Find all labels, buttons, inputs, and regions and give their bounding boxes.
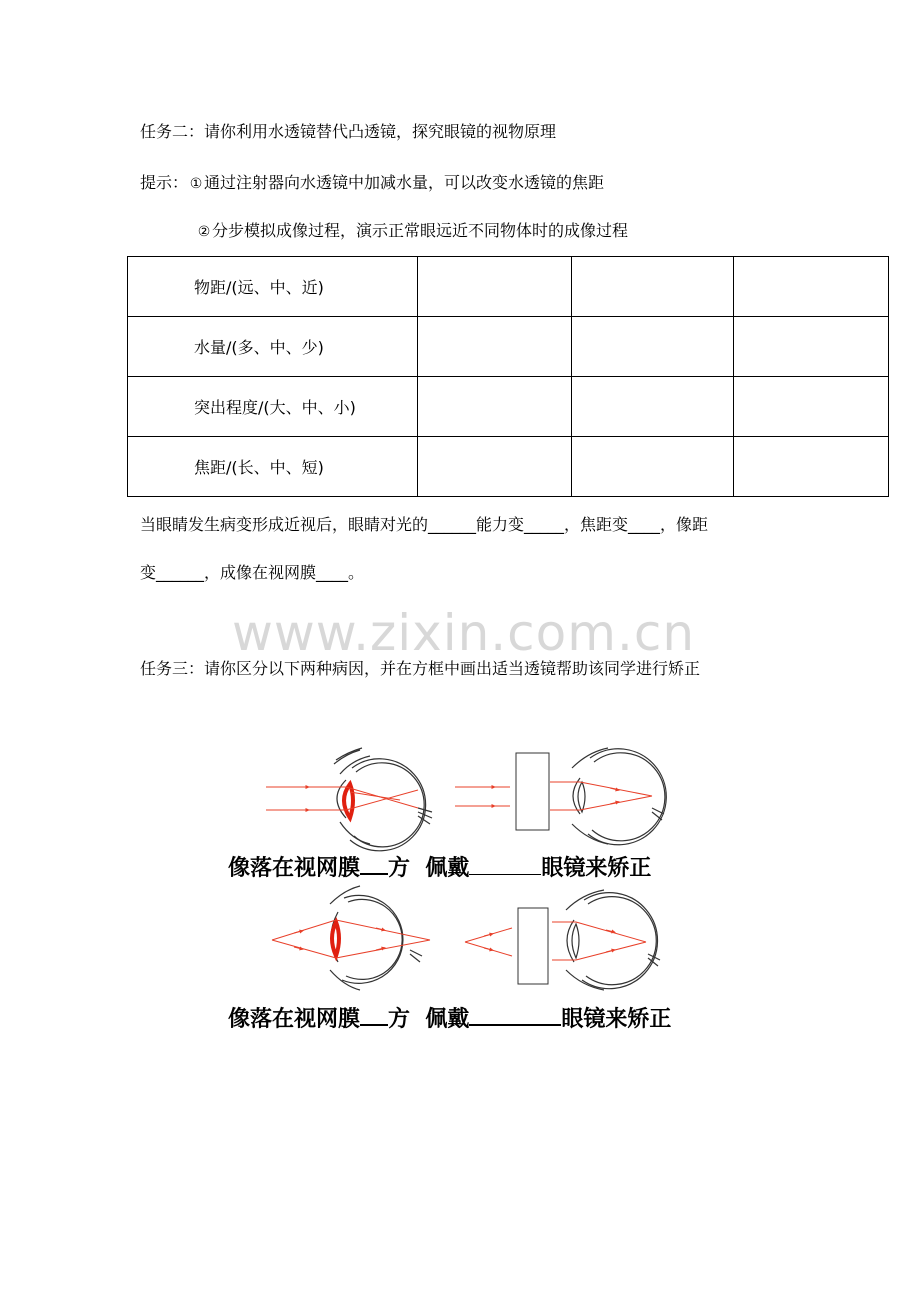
blank-direction-1[interactable]: [360, 853, 388, 875]
myopia-eye-diagram: [266, 748, 432, 851]
task2-title: 任务二：请你利用水透镜替代凸透镜，探究眼镜的视物原理: [140, 122, 557, 141]
caption-1-part-d: 眼镜来矫正: [541, 855, 652, 881]
row-label-focal-length: 焦距/(长、中、短): [128, 437, 418, 497]
row-label-object-distance: 物距/(远、中、近): [128, 257, 418, 317]
task3-title: 任务三：请你区分以下两种病因，并在方框中画出适当透镜帮助该同学进行矫正: [140, 659, 701, 678]
correction-box-1[interactable]: [516, 753, 549, 830]
row-label-water-amount: 水量/(多、中、少): [128, 317, 418, 377]
caption-2-part-b: 方: [388, 1006, 411, 1032]
circled-two-marker: ②: [197, 224, 211, 240]
figure-2-caption: [228, 1004, 671, 1033]
caption-2-part-a: 像落在视网膜: [228, 1006, 361, 1032]
caption-2-part-c: 佩戴: [425, 1006, 470, 1032]
fill-in-line-1: 当眼睛发生病变形成近视后，眼睛对光的______能力变_____，焦距变____，像距: [140, 515, 709, 534]
hint-1-text: 通过注射器向水透镜中加减水量，可以改变水透镜的焦距: [204, 173, 605, 192]
caption-1-part-a: 像落在视网膜: [228, 855, 361, 881]
hint-prefix: 提示：: [140, 173, 189, 192]
correction-box-2[interactable]: [518, 908, 548, 984]
caption-2-part-d: 眼镜来矫正: [561, 1006, 672, 1032]
figure-1-caption: [228, 853, 651, 882]
blank-lens-2[interactable]: [469, 1004, 561, 1026]
row-label-protrusion: 突出程度/(大、中、小): [128, 377, 418, 437]
fill-in-line-2: 变______，成像在视网膜____。: [140, 563, 365, 582]
hint-2-text: 分步模拟成像过程，演示正常眼远近不同物体时的成像过程: [212, 221, 629, 240]
watermark: www.zixin.com.cn: [232, 604, 696, 662]
corrected-eye-diagram-2: [465, 890, 660, 990]
blank-lens-1[interactable]: [469, 854, 541, 875]
blank-direction-2[interactable]: [360, 1004, 388, 1026]
caption-1-part-c: 佩戴: [425, 855, 470, 881]
corrected-eye-diagram-1: [455, 748, 666, 845]
hyperopia-eye-diagram: [272, 886, 430, 990]
caption-1-part-b: 方: [388, 855, 411, 881]
circled-one-marker: ①: [189, 176, 203, 192]
